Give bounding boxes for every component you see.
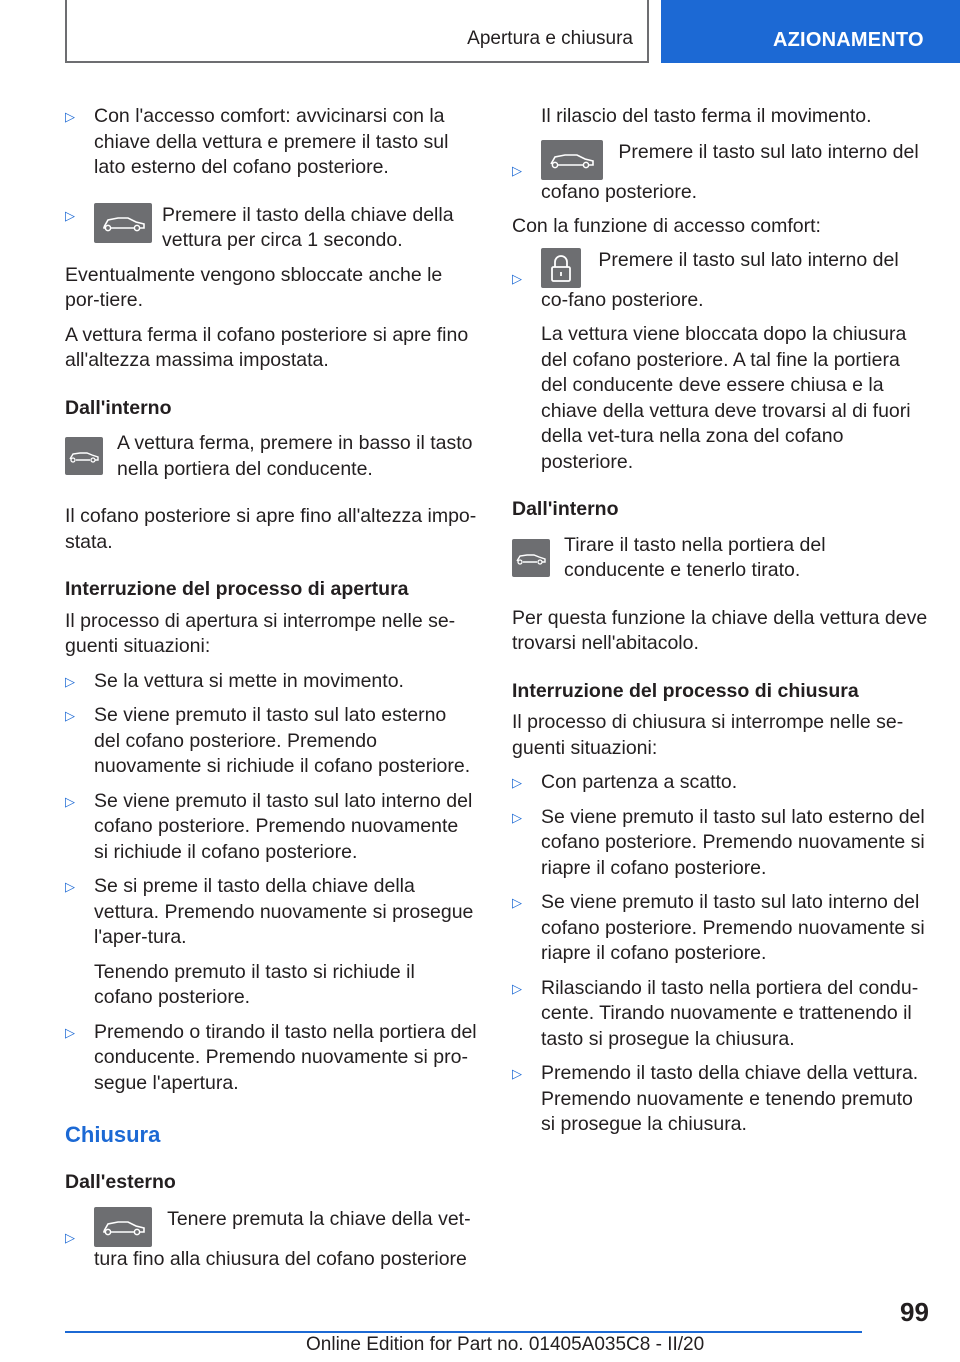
subheading: Dall'interno	[512, 498, 619, 520]
door-button-icon	[512, 539, 550, 577]
bullet-triangle-icon: ▷	[65, 879, 75, 894]
list-item: ▷ Se viene premuto il tasto sul lato esterno del cofano posteriore. Premendo nuovamente si richiude il cofano posteriore.	[65, 704, 471, 777]
list-item: ▷ Se la vettura si mette in movimento.	[65, 669, 477, 695]
paragraph: A vettura ferma il cofano posteriore si apre fino all'altezza massima impostata.	[65, 323, 469, 371]
bullet-triangle-icon: ▷	[65, 1230, 75, 1245]
paragraph: Con la funzione di accesso comfort:	[512, 215, 821, 237]
list-item: ▷ Premere il tasto sul lato interno del cofano posteriore.	[512, 140, 919, 203]
car-key-tailgate-icon	[94, 1207, 152, 1247]
right-column	[512, 104, 930, 1138]
list-item: ▷ Tenere premuta la chiave della vet-tura fino alla chiusura del cofano posteriore	[65, 1208, 471, 1270]
bullet-triangle-icon: ▷	[512, 895, 522, 910]
bullet-triangle-icon: ▷	[65, 207, 75, 223]
section-heading: Chiusura	[65, 1122, 161, 1147]
list-item: ▷ Premere il tasto della chiave della vettura per circa 1 secondo.	[65, 203, 454, 251]
list-item: ▷ Se viene premuto il tasto sul lato esterno del cofano posteriore. Premendo nuovamente si riapre il cofano posteriore.	[512, 805, 925, 879]
bullet-triangle-icon: ▷	[512, 980, 522, 996]
bullet-triangle-icon: ▷	[65, 1024, 75, 1040]
bullet-triangle-icon: ▷	[512, 162, 522, 178]
car-key-tailgate-icon	[94, 203, 152, 243]
subheading: Dall'interno	[65, 396, 172, 419]
list-item: ▷ Con l'accesso comfort: avvicinarsi con la chiave della vettura e premere il tasto sul lato esterno del cofano posteriore.	[65, 105, 449, 178]
list-item: ▷ Se viene premuto il tasto sul lato interno del cofano posteriore. Premendo nuovamente si riapre il cofano posteriore.	[512, 891, 925, 964]
section-tab	[661, 0, 960, 63]
footer-divider	[65, 1331, 862, 1333]
header-title-box	[65, 0, 649, 63]
bullet-triangle-icon: ▷	[65, 793, 75, 809]
list-item: ▷ Premere il tasto sul lato interno del co-fano posteriore. La vettura viene bloccata dopo la chiusura del cofano posteriore. A tal fine la portiera del conducente deve essere chiusa e la chiave della vettura deve trovarsi al di fuori della vet-tura nella zona del cofano posteriore.	[512, 248, 911, 473]
list-item: ▷ Rilasciando il tasto nella portiera del condu-cente. Tirando nuovamente e trattenendo il tasto si prosegue la chiusura.	[512, 976, 919, 1050]
paragraph: Per questa funzione la chiave della vettura deve trovarsi nell'abitacolo.	[512, 606, 928, 654]
list-item: ▷ Se viene premuto il tasto sul lato interno del cofano posteriore. Premendo nuovamente si richiude il cofano posteriore.	[65, 789, 473, 863]
paragraph: Il processo di chiusura si interrompe nelle se-guenti situazioni:	[512, 711, 904, 759]
subheading: Dall'esterno	[65, 1170, 176, 1193]
subheading: Interruzione del processo di chiusura	[512, 679, 859, 702]
paragraph: Il rilascio del tasto ferma il movimento.	[541, 105, 872, 127]
bullet-triangle-icon: ▷	[512, 775, 522, 790]
list-item: ▷ Premendo o tirando il tasto nella portiera del conducente. Premendo nuovamente si pro-segue l'apertura.	[65, 1020, 477, 1094]
instruction-with-icon: Tirare il tasto nella portiera del conducente e tenerlo tirato.	[512, 533, 930, 584]
instruction-with-icon: A vettura ferma, premere in basso il tasto nella portiera del conducente.	[65, 431, 477, 482]
tailgate-button-icon	[541, 140, 603, 180]
bullet-triangle-icon: ▷	[65, 109, 75, 124]
chapter-title: Apertura e chiusura	[467, 28, 633, 49]
paragraph: Il cofano posteriore si apre fino all'altezza impo-stata.	[65, 505, 477, 553]
page-number: 99	[900, 1297, 929, 1327]
list-item: ▷ Premendo il tasto della chiave della vettura. Premendo nuovamente e tenendo premuto si prosegue la chiusura.	[512, 1062, 919, 1135]
bullet-triangle-icon: ▷	[65, 673, 75, 689]
left-column	[65, 104, 477, 1273]
bullet-triangle-icon: ▷	[512, 809, 522, 825]
list-item: ▷ Con partenza a scatto.	[512, 770, 930, 796]
bullet-triangle-icon: ▷	[65, 708, 75, 723]
lock-icon	[541, 248, 581, 288]
bullet-triangle-icon: ▷	[512, 270, 522, 286]
bullet-triangle-icon: ▷	[512, 1066, 522, 1081]
subheading: Interruzione del processo di apertura	[65, 578, 409, 600]
paragraph: Eventualmente vengono sbloccate anche le por-tiere.	[65, 263, 443, 311]
paragraph: Il processo di apertura si interrompe nelle se-guenti situazioni:	[65, 609, 456, 657]
section-label: AZIONAMENTO	[773, 29, 924, 51]
edition-note: Online Edition for Part no. 01405A035C8 - II/20	[306, 1334, 705, 1355]
door-button-icon	[65, 437, 103, 475]
list-item: ▷ Se si preme il tasto della chiave della vettura. Premendo nuovamente si prosegue l'aper-tura. Tenendo premuto il tasto si richiude il cofano posteriore.	[65, 875, 474, 1008]
